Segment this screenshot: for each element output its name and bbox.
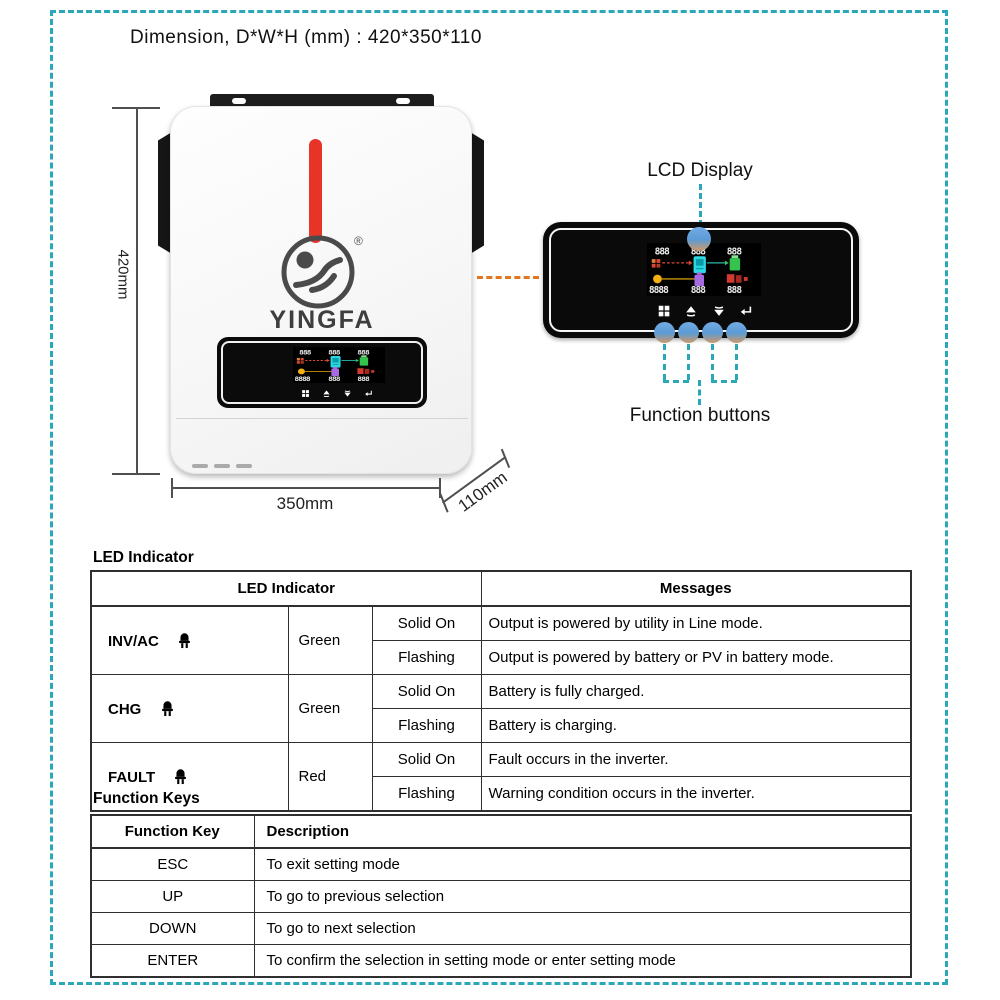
button-callout-dot: [654, 322, 675, 343]
down-icon: [343, 389, 352, 398]
vent-slot: [192, 464, 208, 468]
led-name-text: CHG: [108, 700, 142, 718]
callout-connector: [698, 380, 701, 405]
function-key: UP: [91, 881, 254, 913]
led-color: Green: [288, 675, 372, 743]
keys-header-description: Description: [254, 815, 911, 848]
function-key-description: To go to previous selection: [254, 881, 911, 913]
led-icon: [177, 632, 192, 649]
led-state: Flashing: [372, 709, 481, 743]
button-callout-dot: [726, 322, 747, 343]
up-icon: [684, 304, 698, 318]
callout-connector: [663, 380, 689, 383]
led-state: Flashing: [372, 777, 481, 812]
led-message: Battery is charging.: [481, 709, 911, 743]
body-seam-line: [176, 418, 468, 419]
lcd-callout-dot: [687, 227, 711, 251]
brand-name: YINGFA: [269, 306, 375, 334]
dim-350-line: [172, 487, 440, 489]
function-key-description: To exit setting mode: [254, 848, 911, 881]
table-row: [91, 881, 911, 913]
button-callout-dot: [678, 322, 699, 343]
led-state: Solid On: [372, 675, 481, 709]
button-callout-dot: [702, 322, 723, 343]
table-row: [91, 945, 911, 978]
led-name-text: INV/AC: [108, 632, 159, 650]
heatsink-fin-right: [470, 132, 484, 254]
function-keys-table: [90, 814, 912, 978]
led-section-title: LED Indicator: [93, 549, 194, 566]
dim-height-label: 420mm: [114, 249, 132, 300]
dim-420-line: [136, 108, 138, 474]
led-color: Green: [288, 606, 372, 675]
function-buttons-zoomed: [657, 304, 753, 318]
lcd-screen-zoomed: [647, 243, 761, 296]
led-header-messages: Messages: [481, 571, 911, 606]
dim-depth-label: 110mm: [454, 467, 511, 516]
led-icon: [160, 700, 175, 717]
function-key: ESC: [91, 848, 254, 881]
bracket-hole: [396, 98, 410, 104]
dim-420-tick-bottom: [112, 473, 160, 475]
zoom-callout-line: [477, 276, 539, 279]
page-title: Dimension, D*W*H (mm) : 420*350*110: [130, 27, 482, 48]
led-message: Output is powered by battery or PV in battery mode.: [481, 641, 911, 675]
led-state: Solid On: [372, 743, 481, 777]
vent-slot: [214, 464, 230, 468]
lcd-callout-line: [699, 184, 702, 226]
dim-width-label: 350mm: [276, 494, 334, 513]
function-key-description: To confirm the selection in setting mode or enter setting mode: [254, 945, 911, 978]
function-buttons-label: Function buttons: [629, 405, 771, 426]
led-message: Fault occurs in the inverter.: [481, 743, 911, 777]
led-message: Battery is fully charged.: [481, 675, 911, 709]
function-keys-section-title: Function Keys: [93, 790, 200, 807]
led-indicator-table: [90, 570, 912, 812]
enter-icon: [364, 389, 373, 398]
table-row: [91, 743, 911, 777]
device-lcd-screen: [293, 347, 385, 383]
brand-logo-icon: [276, 227, 364, 315]
device-lcd-panel: [217, 337, 427, 408]
table-row: [91, 848, 911, 881]
keys-header-key: Function Key: [91, 815, 254, 848]
registered-mark: ®: [354, 234, 363, 248]
led-name-text: FAULT: [108, 768, 156, 786]
dim-350-tick-left: [171, 478, 173, 498]
menu-icon: [657, 304, 671, 318]
callout-connector: [711, 380, 737, 383]
function-key: ENTER: [91, 945, 254, 978]
function-key-description: To go to next selection: [254, 913, 911, 945]
device-function-buttons: [301, 389, 373, 398]
led-color: Red: [288, 743, 372, 812]
enter-icon: [739, 304, 753, 318]
led-name-invac: [91, 606, 288, 675]
led-state: Solid On: [372, 606, 481, 641]
table-row: [91, 606, 911, 641]
callout-connector: [735, 344, 738, 380]
up-icon: [322, 389, 331, 398]
callout-connector: [711, 344, 714, 380]
led-name-chg: [91, 675, 288, 743]
callout-connector: [663, 344, 666, 380]
callout-connector: [687, 344, 690, 380]
function-key: DOWN: [91, 913, 254, 945]
led-state: Flashing: [372, 641, 481, 675]
dim-420-tick-top: [112, 107, 160, 109]
lcd-display-label: LCD Display: [647, 160, 753, 181]
menu-icon: [301, 389, 310, 398]
led-message: Warning condition occurs in the inverter.: [481, 777, 911, 812]
vent-slot: [236, 464, 252, 468]
led-header-left: LED Indicator: [91, 571, 481, 606]
table-row: [91, 913, 911, 945]
table-row: [91, 675, 911, 709]
bracket-hole: [232, 98, 246, 104]
down-icon: [712, 304, 726, 318]
led-icon: [173, 768, 188, 785]
led-message: Output is powered by utility in Line mode.: [481, 606, 911, 641]
